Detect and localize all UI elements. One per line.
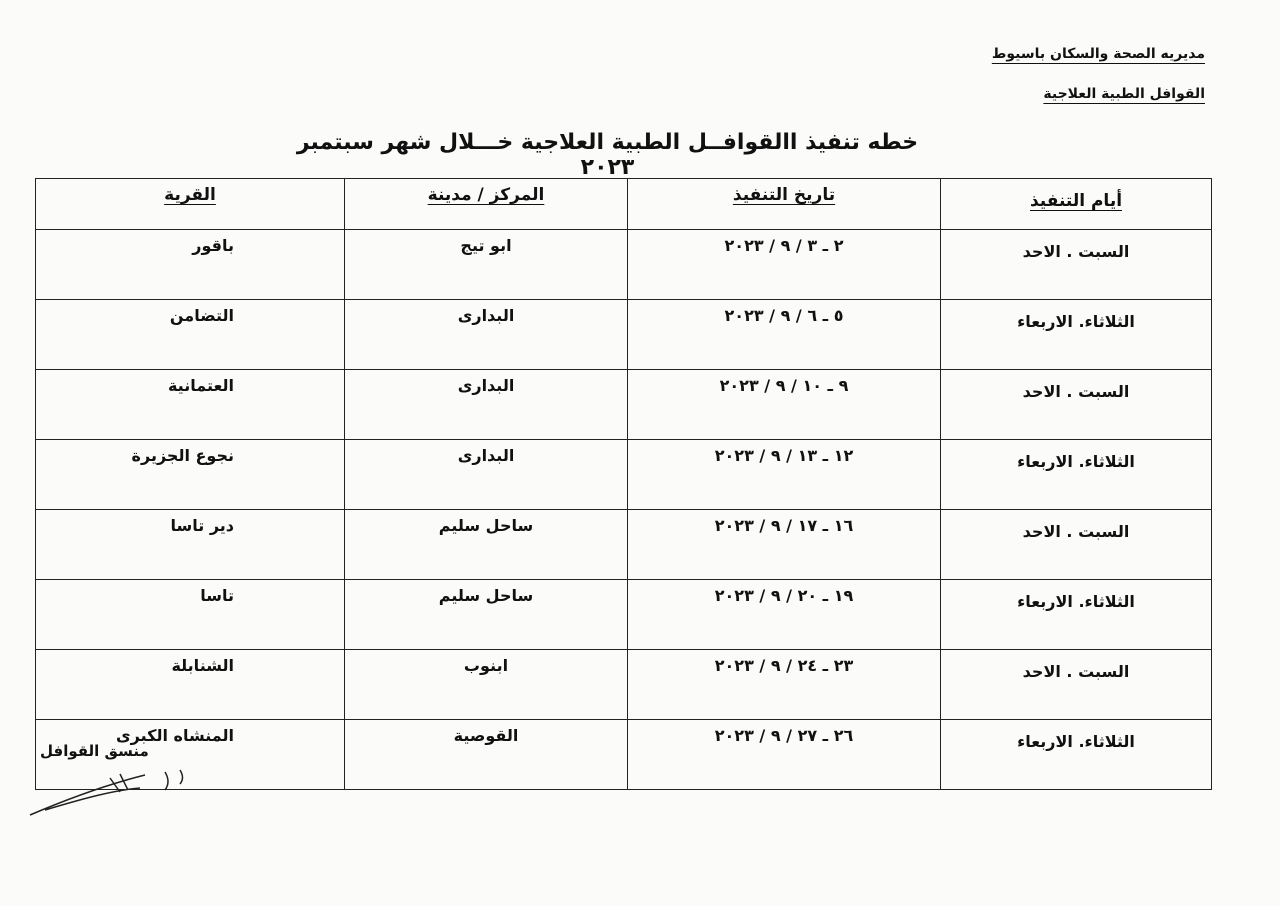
markaz-cell: البدارى	[345, 370, 628, 440]
schedule-table	[35, 178, 1212, 790]
department-heading: القوافل الطبية العلاجية	[1043, 86, 1205, 102]
directorate-heading: مديريه الصحة والسكان باسيوط	[991, 46, 1205, 62]
village-cell: المنشاه الكبرى	[36, 720, 345, 790]
column-header-date: تاريخ التنفيذ	[628, 179, 941, 230]
markaz-cell: ابنوب	[345, 650, 628, 720]
table-row	[36, 370, 1212, 440]
table-row	[36, 650, 1212, 720]
village-cell: باقور	[36, 230, 345, 300]
date-value: ٢٠٢٣ / ٩ / ١٧ ـ ١٦	[714, 516, 854, 535]
date-cell	[628, 650, 941, 720]
date-cell	[628, 510, 941, 580]
village-cell: العتمانية	[36, 370, 345, 440]
markaz-cell: القوصية	[345, 720, 628, 790]
date-value: ٢٠٢٣ / ٩ / ٢٧ ـ ٢٦	[714, 726, 854, 745]
date-value: ٢٠٢٣ / ٩ / ٣ ـ ٢	[724, 236, 844, 255]
column-header-markaz: المركز / مدينة	[345, 179, 628, 230]
days-cell: الثلاثاء. الاربعاء	[941, 720, 1212, 790]
coordinator-label: منسق القوافل	[40, 742, 149, 760]
days-cell: السبت . الاحد	[941, 230, 1212, 300]
date-value: ٢٠٢٣ / ٩ / ١٣ ـ ١٢	[714, 446, 854, 465]
markaz-cell: البدارى	[345, 440, 628, 510]
markaz-cell: ساحل سليم	[345, 510, 628, 580]
village-cell: دير تاسا	[36, 510, 345, 580]
markaz-cell: البدارى	[345, 300, 628, 370]
table-row	[36, 440, 1212, 510]
date-value: ٢٠٢٣ / ٩ / ٢٤ ـ ٢٣	[714, 656, 854, 675]
date-value: ٢٠٢٣ / ٩ / ٦ ـ ٥	[724, 306, 844, 325]
markaz-cell: ابو تيج	[345, 230, 628, 300]
column-header-days: أيام التنفيذ	[941, 179, 1212, 230]
table-row	[36, 580, 1212, 650]
date-cell	[628, 580, 941, 650]
date-cell	[628, 720, 941, 790]
days-cell: السبت . الاحد	[941, 370, 1212, 440]
days-cell: السبت . الاحد	[941, 650, 1212, 720]
date-cell	[628, 230, 941, 300]
date-value: ٢٠٢٣ / ٩ / ٢٠ ـ ١٩	[714, 586, 854, 605]
days-cell: الثلاثاء. الاربعاء	[941, 580, 1212, 650]
village-cell: التضامن	[36, 300, 345, 370]
village-cell: تاسا	[36, 580, 345, 650]
date-cell	[628, 440, 941, 510]
table-row	[36, 720, 1212, 790]
village-cell: نجوع الجزيرة	[36, 440, 345, 510]
table-row	[36, 300, 1212, 370]
date-value: ٢٠٢٣ / ٩ / ١٠ ـ ٩	[719, 376, 849, 395]
days-cell: الثلاثاء. الاربعاء	[941, 440, 1212, 510]
village-cell: الشنابلة	[36, 650, 345, 720]
markaz-cell: ساحل سليم	[345, 580, 628, 650]
days-cell: الثلاثاء. الاربعاء	[941, 300, 1212, 370]
document-title: خطه تنفيذ االقوافــل الطبية العلاجية خـــلال شهر سبتمبر ٢٠٢٣	[296, 130, 919, 180]
table-header-row	[36, 179, 1212, 230]
date-cell	[628, 370, 941, 440]
signature	[25, 760, 205, 830]
table-row	[36, 510, 1212, 580]
column-header-village: القرية	[36, 179, 345, 230]
date-cell	[628, 300, 941, 370]
table-row	[36, 230, 1212, 300]
days-cell: السبت . الاحد	[941, 510, 1212, 580]
